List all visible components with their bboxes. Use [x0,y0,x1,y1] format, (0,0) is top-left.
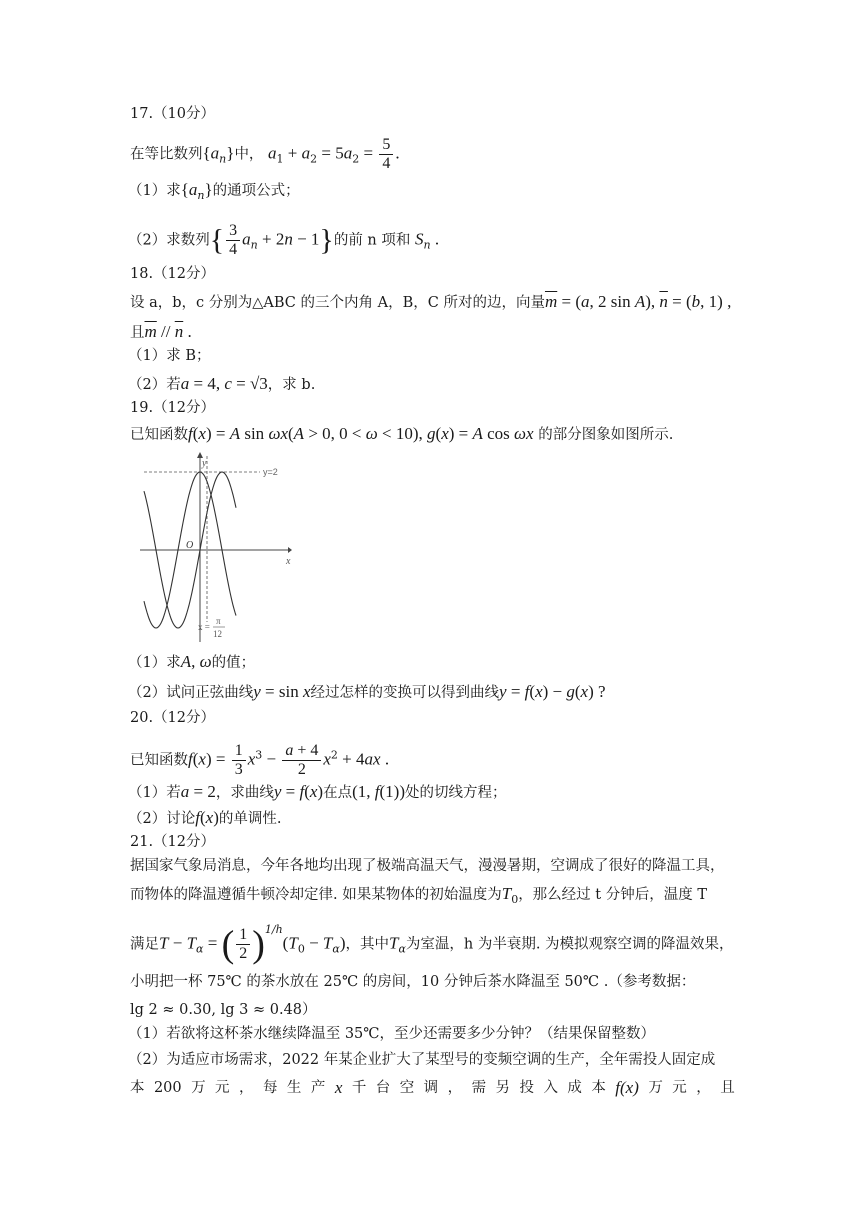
x-axis-label: x [286,556,291,567]
y-axis-label: y [202,458,207,469]
justified-token: 万 [191,1080,206,1096]
justified-token: 且 [720,1080,735,1096]
q18-stem: 设 a，b，c 分别为△ABC 的三个内角 A，B，C 所对的边，向量$\overline{m} = (a$, 2 sin A), $\overline{n} = (b$, 1) , [130,292,732,311]
vline-label-lhs: x = [198,622,210,632]
q20-part1: （1）若a = 2，求曲线y = f(x)在点(1, f(1))处的切线方程； [128,782,507,801]
vline-label-num: π [216,616,221,626]
justified-token: 需 [471,1080,487,1096]
q21-line2: 而物体的降温遵循牛顿冷却定律. 如果某物体的初始温度为$T_0$，那么经过 t 分钟后，温度 T [130,884,708,906]
q18-heading: 18.（12分） [130,266,216,282]
justified-token: ， [447,1080,463,1096]
y-equals-2-label: y=2 [263,467,278,477]
justified-token: f(x) [615,1078,639,1097]
justified-token: 万 [648,1080,663,1096]
justified-token: 台 [375,1080,391,1096]
q18-part1: （1）求 B； [128,348,211,364]
q17-heading: 17.（10分） [130,106,216,122]
q21-line3: 满足$T - T_\alpha$ = ( $\frac{1}{2}$ )$^{1/h}(T_0 - T_\alpha)$，其中$T_\alpha$为室温，h 为半衰期. 为模拟观察空调的降温效果， [130,922,734,966]
q20-heading: 20.（12分） [130,710,216,726]
q19-part1: （1）求A, ω的值； [128,652,256,671]
q19-function-graph [140,452,292,642]
q19-part2: （2）试问正弦曲线y = sin x经过怎样的变换可以得到曲线y = f(x) − g(x) ? [128,682,606,701]
q17-part2: （2）求数列{ $\frac{3}{4}$ $a_n + 2n - 1$}的前 n 项和 $S_n$ . [128,222,440,258]
q21-heading: 21.（12分） [130,834,216,850]
justified-token: 每 [262,1080,278,1096]
justified-token: 投 [519,1080,534,1096]
x-axis-arrow-icon [288,547,292,553]
justified-token: 元 [672,1080,687,1096]
q21-line5: lg 2 ≈ 0.30, lg 3 ≈ 0.48） [130,1002,317,1018]
origin-label: O [186,540,194,551]
q19-heading: 19.（12分） [130,400,216,416]
q21-line4: 小明把一杯 75℃ 的茶水放在 25℃ 的房间，10 分钟后茶水降温至 50℃ .（参考数据： [130,974,696,990]
justified-token: 调 [423,1080,439,1096]
justified-token: x [334,1078,343,1097]
q21-part2-line2 [130,1078,735,1098]
q21-part1: （1）若欲将这杯茶水继续降温至 35℃，至少还需要多少分钟？（结果保留整数） [128,1026,656,1042]
justified-token: 千 [351,1080,367,1096]
q18-condition: 且$\overline{m} // \overline{n}$ . [130,322,192,341]
q20-part2: （2）讨论f(x)的单调性. [128,808,282,827]
q21-line1: 据国家气象局消息，今年各地均出现了极端高温天气，漫漫暑期，空调成了很好的降温工具， [130,858,725,874]
justified-token: 产 [310,1080,326,1096]
justified-token: 本 [130,1080,145,1096]
q18-part2: （2）若a = 4, c = √3，求 b. [128,374,316,393]
justified-token: 200 [153,1080,182,1096]
q19-stem: 已知函数f(x) = A sin ωx(A > 0, 0 < ω < 10), g(x) = A cos ωx 的部分图象如图所示. [130,424,674,443]
justified-token: 本 [591,1080,606,1096]
q17-stem: 在等比数列$\{a_n\}$中， $a_1 + a_2 = 5a_2$ = $\frac{5}{4}$ . [130,136,400,172]
justified-token: 成 [567,1080,582,1096]
justified-token: 生 [286,1080,302,1096]
vline-label-den: 12 [213,629,222,639]
justified-token: ， [239,1080,254,1096]
justified-token: ， [696,1080,711,1096]
q17-part1: （1）求$\{a_n\}$的通项公式； [128,180,300,202]
q21-part2-line1: （2）为适应市场需求，2022 年某企业扩大了某型号的变频空调的生产，全年需投人固定成 [128,1052,716,1068]
justified-token: 入 [543,1080,558,1096]
q20-stem: 已知函数f(x) = $\frac{1}{3}$ $x^3$ − $\frac{a + 4}{2}$ $x^2 + 4ax$ . [130,742,390,778]
justified-token: 元 [215,1080,230,1096]
justified-token: 空 [399,1080,415,1096]
justified-token: 另 [495,1080,511,1096]
